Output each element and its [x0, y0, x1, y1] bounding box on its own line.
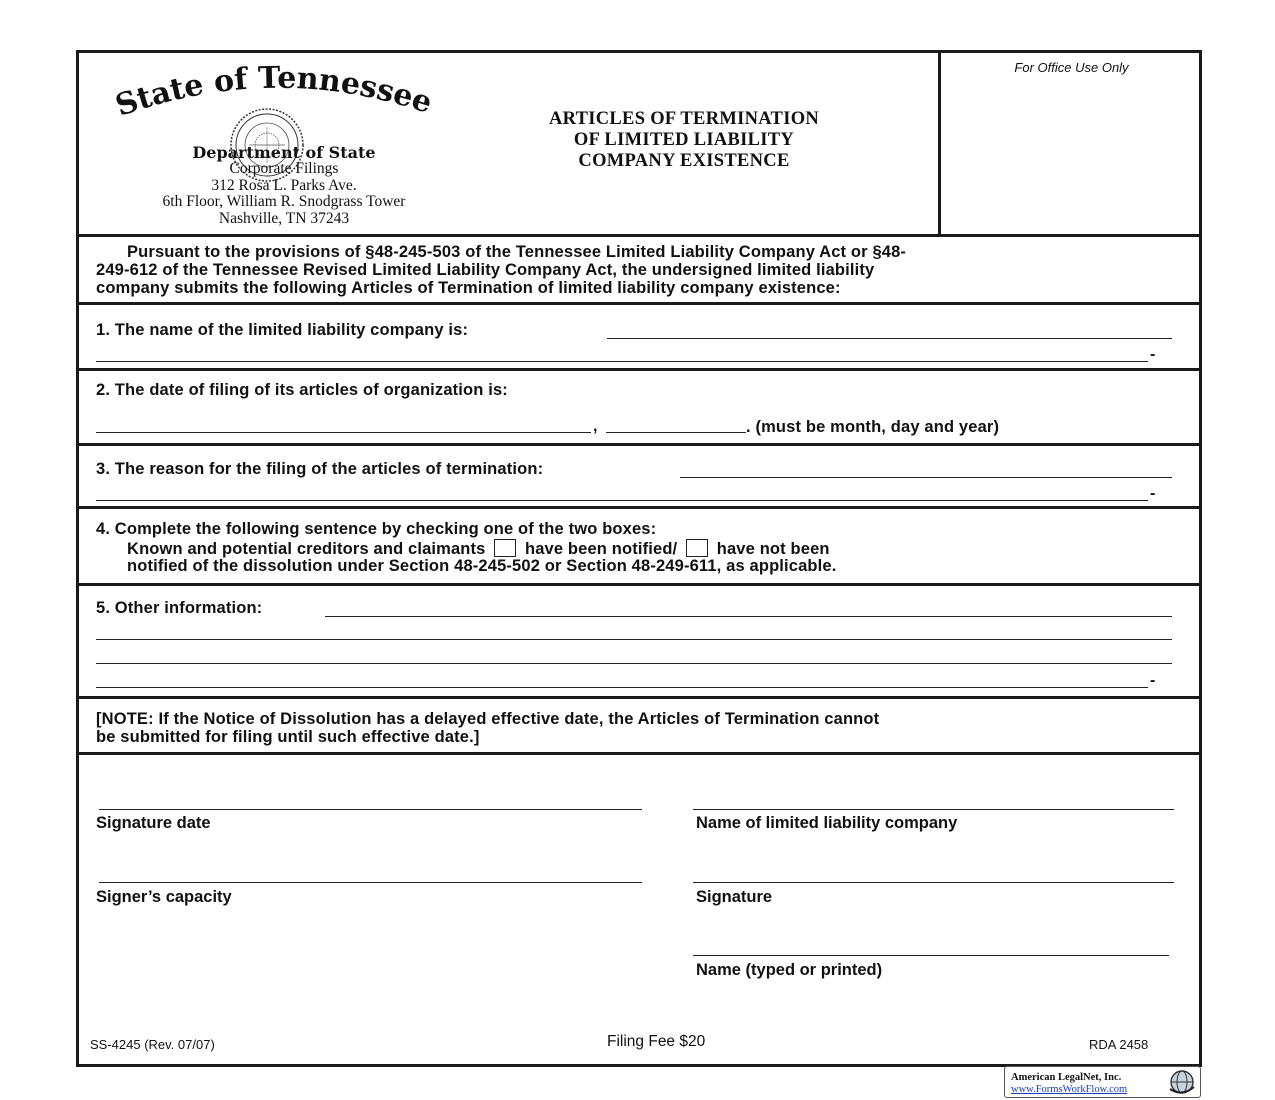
have-been-notified-label: have been notified/ — [524, 540, 678, 558]
american-legalnet-badge[interactable] — [1004, 1066, 1201, 1098]
svg-text:State of Tennessee: State of Tennessee — [111, 61, 437, 121]
other-information-input-line-2[interactable] — [96, 639, 1172, 640]
company-name-input-continued[interactable] — [96, 361, 1148, 362]
comma-mark: , — [593, 418, 598, 435]
intro-text: 249-612 of the Tennessee Revised Limited Liability Company Act, the undersigned limited liability — [96, 261, 875, 279]
company-name-input[interactable] — [607, 338, 1172, 339]
creditors-text: Known and potential creditors and claimants — [127, 540, 486, 558]
line-end-mark: - — [1150, 346, 1156, 363]
signature-date-input[interactable] — [99, 809, 642, 810]
filing-fee: Filing Fee $20 — [607, 1033, 706, 1050]
department-block — [79, 53, 509, 234]
office-use-box — [938, 53, 1202, 234]
item-3-section — [79, 446, 1199, 509]
have-been-notified-checkbox[interactable] — [494, 539, 516, 557]
signature-date-label: Signature date — [96, 814, 211, 832]
printed-name-label: Name (typed or printed) — [696, 961, 883, 979]
have-not-been-label: have not been — [716, 540, 830, 558]
intro-text: company submits the following Articles of Termination of limited liability company existence: — [96, 279, 841, 297]
company-name-signature-input[interactable] — [693, 809, 1174, 810]
item-1-section — [79, 305, 1199, 371]
signer-capacity-label: Signer’s capacity — [96, 888, 232, 906]
company-name-label: Name of limited liability company — [696, 814, 958, 832]
rda-number: RDA 2458 — [1089, 1037, 1149, 1052]
other-information-input-line-4[interactable] — [96, 687, 1148, 688]
item-4-options — [127, 539, 830, 559]
globe-icon — [1168, 1069, 1196, 1095]
address-line: Corporate Filings — [229, 160, 339, 177]
office-use-label: For Office Use Only — [1014, 60, 1129, 75]
note-text: [NOTE: If the Notice of Dissolution has a delayed effective date, the Articles of Termination cannot — [96, 710, 880, 728]
item-5-label: 5. Other information: — [96, 599, 263, 617]
termination-form — [76, 50, 1202, 1067]
signer-capacity-input[interactable] — [99, 882, 642, 883]
address-line: 312 Rosa L. Parks Ave. — [211, 177, 357, 194]
title-line: OF LIMITED LIABILITY — [573, 130, 795, 150]
intro-section — [79, 237, 1199, 305]
termination-reason-input[interactable] — [680, 477, 1172, 478]
item-4-continuation: notified of the dissolution under Section 48-245-502 or Section 48-249-611, as applicable. — [127, 557, 837, 575]
item-2-section — [79, 371, 1199, 446]
item-2-label: 2. The date of filing of its articles of organization is: — [96, 381, 508, 399]
address-line: 6th Floor, William R. Snodgrass Tower — [162, 193, 406, 210]
item-4-label: 4. Complete the following sentence by checking one of the two boxes: — [96, 520, 657, 538]
termination-reason-input-continued[interactable] — [96, 500, 1148, 501]
signature-input[interactable] — [693, 882, 1174, 883]
printed-name-input[interactable] — [693, 955, 1169, 956]
form-number: SS-4245 (Rev. 07/07) — [90, 1037, 215, 1052]
form-title — [489, 109, 879, 172]
item-4-section — [79, 509, 1199, 586]
address-line: Nashville, TN 37243 — [218, 210, 350, 227]
line-end-mark: - — [1150, 485, 1156, 502]
item-1-label: 1. The name of the limited liability company is: — [96, 321, 469, 339]
date-format-note: . (must be month, day and year) — [746, 418, 1000, 436]
other-information-input-line-3[interactable] — [96, 663, 1172, 664]
badge-url-link[interactable]: www.FormsWorkFlow.com — [1011, 1084, 1128, 1095]
form-header — [79, 53, 1199, 237]
line-end-mark: - — [1150, 672, 1156, 689]
filing-year-input[interactable] — [606, 432, 746, 433]
note-section — [79, 699, 1199, 755]
item-3-label: 3. The reason for the filing of the articles of termination: — [96, 460, 544, 478]
filing-month-day-input[interactable] — [96, 432, 591, 433]
title-line: ARTICLES OF TERMINATION — [548, 109, 820, 129]
item-5-section — [79, 586, 1199, 699]
signature-label: Signature — [696, 888, 773, 906]
have-not-been-notified-checkbox[interactable] — [686, 539, 708, 557]
badge-company: American LegalNet, Inc. — [1011, 1072, 1122, 1083]
intro-text: Pursuant to the provisions of §48-245-503 of the Tennessee Limited Liability Company Act or §48- — [127, 243, 907, 261]
department-of-state: Department of State — [192, 143, 376, 162]
note-text: be submitted for filing until such effective date.] — [96, 728, 480, 746]
title-line: COMPANY EXISTENCE — [578, 151, 790, 171]
other-information-input[interactable] — [325, 616, 1172, 617]
